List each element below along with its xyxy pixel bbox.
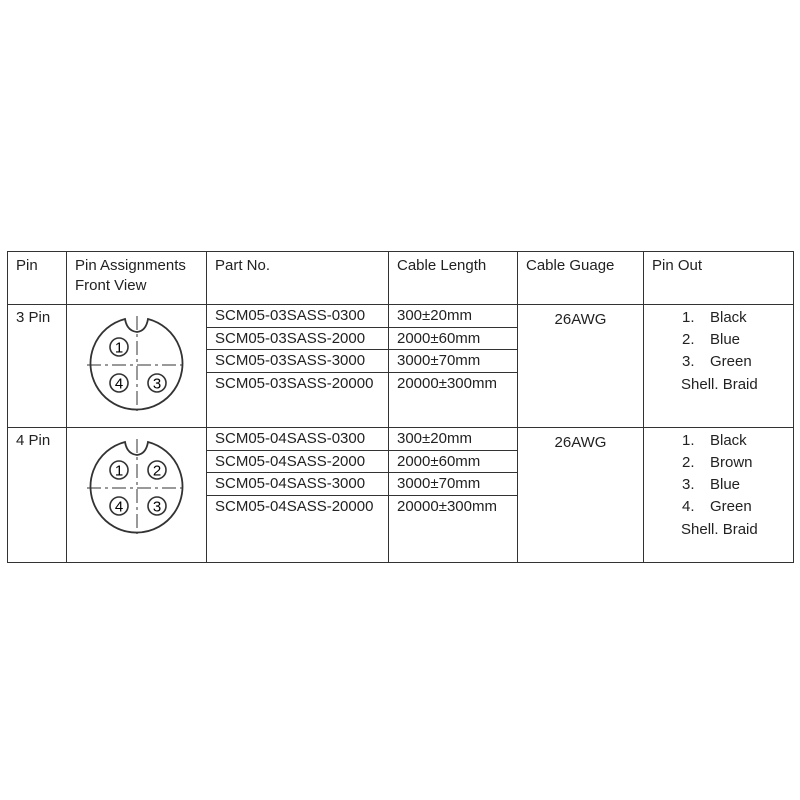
part-number-cell <box>207 428 389 563</box>
pin-out-shell: Shell. Braid <box>681 521 758 538</box>
pin-out-shell: Shell. Braid <box>681 376 758 393</box>
cable-length: 3000±70mm <box>389 473 517 496</box>
connector-spec-table <box>7 251 794 563</box>
part-number: SCM05-04SASS-0300 <box>207 428 388 451</box>
part-number: SCM05-03SASS-20000 <box>215 374 374 392</box>
header-row <box>8 252 794 305</box>
cable-length: 20000±300mm <box>397 374 497 392</box>
pin-label: 4 <box>114 375 123 393</box>
table-row <box>8 428 794 563</box>
table-row <box>8 305 794 428</box>
cable-gauge-cell: 26AWG <box>518 305 644 428</box>
header-cable-gauge: Cable Guage <box>518 252 644 305</box>
pin-count-cell: 4 Pin <box>8 428 67 563</box>
pin-label: 2 <box>152 462 161 480</box>
header-pin-assignments: Pin Assignments Front View <box>67 252 207 305</box>
pin-out-item: 1. Black <box>682 309 747 326</box>
header-pin: Pin <box>8 252 67 305</box>
header-cable-length: Cable Length <box>389 252 518 305</box>
header-part-no: Part No. <box>207 252 389 305</box>
part-number: SCM05-04SASS-20000 <box>215 497 374 515</box>
cable-length: 300±20mm <box>389 305 517 328</box>
pin-out-item: 2. Blue <box>682 331 741 348</box>
pin-out-item: 4. Green <box>682 498 752 515</box>
part-number: SCM05-03SASS-3000 <box>207 350 388 373</box>
cable-length-cell <box>389 305 518 428</box>
pin-label: 1 <box>114 462 123 480</box>
cable-length: 300±20mm <box>389 428 517 451</box>
pin-diagram-cell <box>67 428 207 563</box>
cable-length: 3000±70mm <box>389 350 517 373</box>
pin-out-item: 3. Blue <box>682 476 741 493</box>
header-pin-out: Pin Out <box>644 252 794 305</box>
connector-4pin-diagram <box>82 436 192 540</box>
part-number: SCM05-04SASS-2000 <box>207 451 388 474</box>
part-number: SCM05-03SASS-0300 <box>207 305 388 328</box>
pin-count-cell: 3 Pin <box>8 305 67 428</box>
cable-length: 2000±60mm <box>389 451 517 474</box>
cable-length: 2000±60mm <box>389 328 517 351</box>
cable-length-cell <box>389 428 518 563</box>
pin-label: 1 <box>114 339 123 357</box>
pin-out-cell <box>644 305 794 428</box>
pin-label: 4 <box>114 498 123 516</box>
pin-out-item: 1. Black <box>682 432 747 449</box>
cable-gauge-cell: 26AWG <box>518 428 644 563</box>
part-number-cell <box>207 305 389 428</box>
pin-label: 3 <box>152 375 161 393</box>
pin-out-item: 3. Green <box>682 353 752 370</box>
part-number: SCM05-04SASS-3000 <box>207 473 388 496</box>
part-number: SCM05-03SASS-2000 <box>207 328 388 351</box>
cable-length: 20000±300mm <box>397 497 497 515</box>
pin-label: 3 <box>152 498 161 516</box>
pin-out-item: 2. Brown <box>682 454 753 471</box>
connector-3pin-diagram <box>82 313 192 417</box>
pin-diagram-cell <box>67 305 207 428</box>
pin-out-cell <box>644 428 794 563</box>
